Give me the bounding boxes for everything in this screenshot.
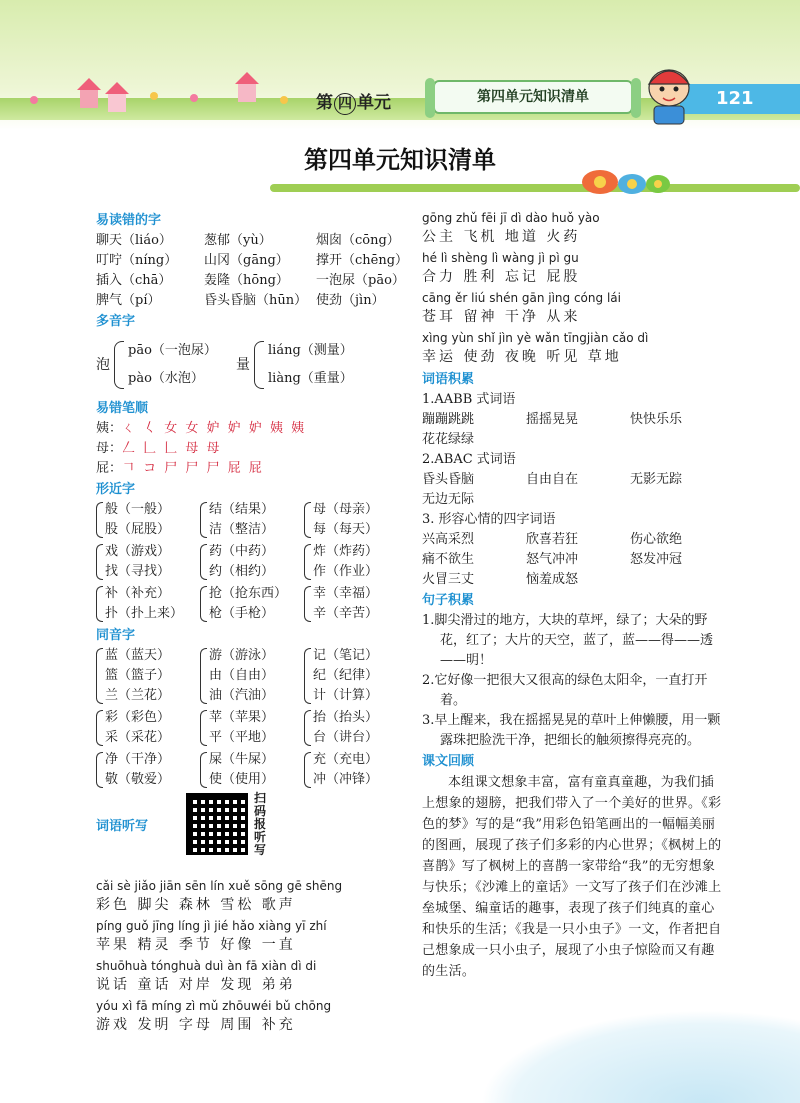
easy-read-item: 葱郁（yù） (204, 233, 272, 248)
homophone-item: 使（使用） (209, 772, 275, 787)
vocab-word: 昏头昏脑 (422, 472, 475, 487)
pinyin-line: gōng zhǔ fēi jī dì dào huǒ yào (422, 211, 600, 225)
homophone-item: 由（自由） (209, 668, 275, 683)
polyphone-reading: liáng（测量） (268, 343, 353, 358)
easy-read-grid (96, 231, 412, 311)
homophone-item: 苹（苹果） (209, 710, 275, 725)
homophone-item: 记（笔记） (313, 648, 379, 663)
stroke-sequence: ㄑ 𡿨 女 女 妒 妒 妒 姨 姨 (122, 421, 307, 436)
dictation-header (96, 792, 412, 856)
section-heading-similar: 形近字 (96, 482, 136, 497)
polyphone-reading: pào（水泡） (128, 371, 204, 386)
brace (200, 710, 207, 746)
homophone-item: 净（干净） (105, 752, 171, 767)
easy-read-item: 撑开（chēng） (316, 253, 409, 268)
homophone-item: 纪（纪律） (313, 668, 379, 683)
similar-item: 结（结果） (209, 502, 275, 517)
right-column (422, 210, 722, 982)
stroke-sequence: 𠃋 𠃊 𠃊 母 母 (122, 441, 222, 456)
easy-read-item: 一泡尿（pāo） (316, 273, 405, 288)
vocab-word: 恼羞成怒 (526, 572, 579, 587)
brace (114, 341, 124, 389)
similar-item: 戏（游戏） (105, 544, 171, 559)
vocab-word: 怒发冲冠 (630, 552, 683, 567)
vocab-word: 怒气冲冲 (526, 552, 579, 567)
brace (96, 648, 103, 704)
similar-item: 幸（幸福） (313, 586, 379, 601)
polyphone-readings (128, 340, 236, 390)
homophone-item: 充（充电） (313, 752, 379, 767)
similar-item: 每（每天） (313, 522, 379, 537)
vocab-word: 蹦蹦跳跳 (422, 412, 475, 427)
easy-read-item: 使劲（jìn） (316, 293, 385, 308)
homophone-item: 敬（敬爱） (105, 772, 171, 787)
qr-code[interactable] (186, 793, 248, 855)
homophone-item: 计（计算） (313, 688, 379, 703)
homophone-item: 兰（兰花） (105, 688, 171, 703)
section-heading-dictation: 词语听写 (96, 818, 149, 834)
similar-item: 找（寻找） (105, 564, 171, 579)
similar-item: 股（屁股） (105, 522, 171, 537)
easy-read-item: 脾气（pí） (96, 293, 161, 308)
easy-read-item: 叮咛（níng） (96, 253, 178, 268)
vocab-grid (422, 470, 722, 510)
polyphone-char: 量 (236, 357, 250, 373)
similar-item: 药（中药） (209, 544, 275, 559)
hanzi-line: 游戏 发明 字母 周围 补充 (96, 1017, 296, 1033)
similar-item: 扑（扑上来） (105, 606, 184, 621)
hanzi-line: 苍耳 留神 干净 从来 (422, 309, 581, 325)
boy-mascot-icon (640, 58, 698, 126)
vocab-word: 自由自在 (526, 472, 579, 487)
homophone-item: 平（平地） (209, 730, 275, 745)
easy-read-item: 轰隆（hōng） (204, 273, 289, 288)
vocab-word: 无影无踪 (630, 472, 683, 487)
review-paragraph: 本组课文想象丰富，富有童真童趣，为我们插上想象的翅膀，把我们带入了一个美好的世界。《彩色的梦》写的是“我”用彩色铅笔画出的一幅幅美丽的图画，展现了孩子们多彩的内心世界；《枫树上的喜鹊》写了枫树上的喜鹊一家带给“我”的无穷想象与快乐；《沙滩上的童话》一文写了孩子们在沙滩上垒城堡、编童话的趣事，表现了孩子们纯真的童心和快乐的生活；《我是一只小虫子》一文，作者把自己想象成一只小虫子，展现了小虫子惊险而又有趣的生活。 (422, 775, 722, 979)
section-heading-sentences: 句子积累 (422, 593, 475, 608)
sentence-item: 2.它好像一把很大又很高的绿色太阳伞，一直打开着。 (422, 673, 708, 708)
homophone-row (96, 708, 412, 748)
house-icon (238, 84, 256, 102)
hanzi-line: 说话 童话 对岸 发现 弟弟 (96, 977, 296, 993)
house-icon (80, 90, 98, 108)
scroll-banner: 第四单元知识清单 (433, 80, 633, 114)
vocab-word: 伤心欲绝 (630, 532, 683, 547)
vocab-group-label: 3. 形容心情的四字词语 (422, 512, 556, 527)
brace (96, 710, 103, 746)
homophone-item: 游（游泳） (209, 648, 275, 663)
vocab-word: 欣喜若狂 (526, 532, 579, 547)
stroke-char: 母： (96, 441, 123, 456)
vocab-grid (422, 530, 722, 590)
hanzi-line: 幸运 使劲 夜晚 听见 草地 (422, 349, 622, 365)
vocab-group-label: 2.ABAC 式词语 (422, 452, 516, 467)
easy-read-item: 聊天（liáo） (96, 233, 172, 248)
brace (200, 586, 207, 622)
brace (304, 752, 311, 788)
stroke-char: 屁： (96, 461, 123, 476)
vocab-word: 花花绿绿 (422, 432, 475, 447)
flower-icon (280, 96, 288, 104)
section-heading-easy-read: 易读错的字 (96, 213, 162, 228)
vocab-word: 痛不欲生 (422, 552, 475, 567)
easy-read-item: 插入（chā） (96, 273, 172, 288)
hanzi-line: 苹果 精灵 季节 好像 一直 (96, 937, 296, 953)
stroke-char: 姨： (96, 421, 123, 436)
house-icon (108, 94, 126, 112)
similar-item: 作（作业） (313, 564, 379, 579)
vocab-group-label: 1.AABB 式词语 (422, 392, 516, 407)
homophone-item: 抬（抬头） (313, 710, 379, 725)
brace (304, 586, 311, 622)
similar-item: 补（补充） (105, 586, 171, 601)
section-heading-homophone: 同音字 (96, 628, 136, 643)
stroke-row (96, 439, 412, 459)
homophone-item: 篮（篮子） (105, 668, 171, 683)
similar-item: 般（一般） (105, 502, 171, 517)
vocab-word: 摇摇晃晃 (526, 412, 579, 427)
vocab-word: 快快乐乐 (630, 412, 683, 427)
brace (200, 502, 207, 538)
easy-read-item: 烟囱（cōng） (316, 233, 400, 248)
brace (96, 544, 103, 580)
similar-item: 约（相约） (209, 564, 275, 579)
brace (304, 544, 311, 580)
pinyin-line: xìng yùn shǐ jìn yè wǎn tīngjiàn cǎo dì (422, 331, 649, 345)
polyphone-char: 泡 (96, 357, 110, 373)
easy-read-item: 昏头昏脑（hūn） (204, 293, 308, 308)
similar-row (96, 500, 412, 540)
brace (304, 502, 311, 538)
page-number: 121 (716, 88, 754, 109)
brace (304, 710, 311, 746)
brace (96, 586, 103, 622)
brace (96, 752, 103, 788)
similar-item: 枪（手枪） (209, 606, 275, 621)
flower-icon (150, 92, 158, 100)
similar-row (96, 584, 412, 624)
vocab-grid (422, 410, 722, 450)
similar-item: 炸（炸药） (313, 544, 379, 559)
homophone-row (96, 646, 412, 706)
homophone-item: 屎（牛屎） (209, 752, 275, 767)
unit-label: 第 四 单元 (316, 93, 391, 113)
brace (96, 502, 103, 538)
page-title: 第四单元知识清单 (304, 146, 496, 174)
brace (200, 752, 207, 788)
dictation-left (96, 878, 406, 1038)
similar-row (96, 542, 412, 582)
homophone-row (96, 750, 412, 790)
brace (200, 648, 207, 704)
section-heading-vocab: 词语积累 (422, 372, 475, 387)
similar-item: 洁（整洁） (209, 522, 275, 537)
stroke-sequence: 𠃍 コ 尸 尸 尸 屁 屁 (122, 461, 264, 476)
polyphone-readings (268, 340, 353, 390)
qr-label: 扫码报听写 (254, 790, 267, 857)
vocab-word: 无边无际 (422, 492, 475, 507)
brace (254, 341, 264, 389)
stroke-row (96, 419, 412, 439)
homophone-item: 油（汽油） (209, 688, 275, 703)
title-underline (270, 184, 800, 192)
snails-icon (570, 150, 680, 195)
easy-read-item: 山冈（gāng） (204, 253, 289, 268)
hanzi-line: 合力 胜利 忘记 屁股 (422, 269, 581, 285)
lotus-decoration (480, 1010, 800, 1103)
similar-item: 母（母亲） (313, 502, 379, 517)
homophone-item: 采（采花） (105, 730, 171, 745)
polyphone-reading: pāo（一泡尿） (128, 343, 217, 358)
brace (200, 544, 207, 580)
sentence-item: 1.脚尖滑过的地方，大块的草坪，绿了；大朵的野花，红了；大片的天空，蓝了，蓝——得——透——明！ (422, 613, 714, 668)
left-column (96, 210, 412, 856)
similar-item: 抢（抢东西） (209, 586, 288, 601)
homophone-item: 蓝（蓝天） (105, 648, 171, 663)
stroke-row (96, 459, 412, 479)
homophone-item: 冲（冲锋） (313, 772, 379, 787)
pinyin-line: shuōhuà tónghuà duì àn fā xiàn dì di (96, 959, 317, 973)
pinyin-line: cāng ěr liú shén gān jìng cóng lái (422, 291, 621, 305)
pinyin-line: hé lì shèng lì wàng jì pì gu (422, 251, 579, 265)
polyphone-reading: liàng（重量） (268, 371, 353, 386)
similar-item: 辛（辛苦） (313, 606, 379, 621)
homophone-item: 彩（彩色） (105, 710, 171, 725)
hanzi-line: 彩色 脚尖 森林 雪松 歌声 (96, 897, 296, 913)
brace (304, 648, 311, 704)
pinyin-line: píng guǒ jīng líng jì jié hǎo xiàng yī zhí (96, 919, 327, 933)
section-heading-review: 课文回顾 (422, 754, 475, 769)
flower-icon (190, 94, 198, 102)
vocab-word: 火冒三丈 (422, 572, 475, 587)
hanzi-line: 公主 飞机 地道 火药 (422, 229, 581, 245)
section-heading-strokes: 易错笔顺 (96, 401, 149, 416)
homophone-item: 台（讲台） (313, 730, 379, 745)
vocab-word: 兴高采烈 (422, 532, 475, 547)
flower-icon (30, 96, 38, 104)
polyphone-row (96, 332, 412, 398)
pinyin-line: yóu xì fā míng zì mǔ zhōuwéi bǔ chōng (96, 999, 332, 1013)
sentence-item: 3.早上醒来，我在摇摇晃晃的草叶上伸懒腰，用一颗露珠把脸洗干净，把细长的触须擦得亮亮的。 (422, 713, 721, 748)
pinyin-line: cǎi sè jiǎo jiān sēn lín xuě sōng gē shēng (96, 879, 343, 893)
section-heading-polyphone: 多音字 (96, 314, 136, 329)
